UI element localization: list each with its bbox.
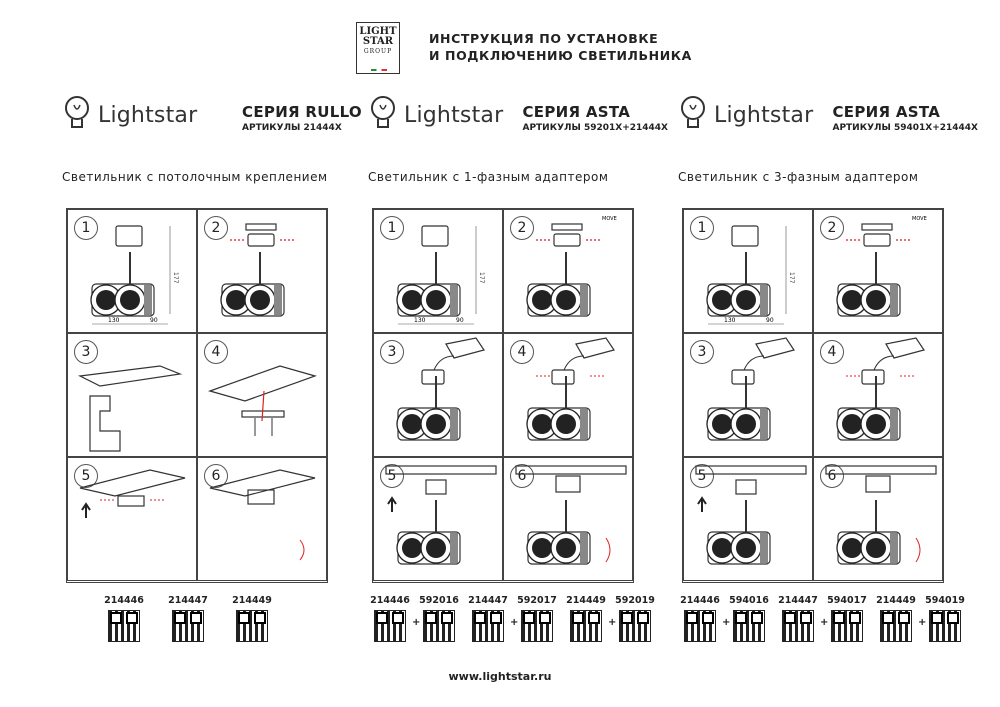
instruction-column [368, 95, 668, 655]
article-numbers: АРТИКУЛЫ 59401X+21444X [832, 123, 978, 133]
article-code: 214447 [778, 595, 818, 606]
fixture-illustration [816, 336, 942, 458]
step-panel [197, 333, 327, 457]
article-code: 214449 [566, 595, 606, 606]
step-panel [197, 457, 327, 581]
step-number: 1 [74, 216, 98, 240]
fixture-illustration [70, 212, 196, 334]
logo-line1: LIGHT [359, 26, 397, 37]
column-subtitle: Светильник с 1-фазным адаптером [368, 170, 609, 184]
qr-code-icon[interactable] [374, 610, 406, 642]
svg-text:90: 90 [456, 317, 464, 324]
plus-icon: + [820, 617, 829, 628]
step-panel [683, 457, 813, 581]
svg-text:MOVE: MOVE [602, 216, 617, 222]
steps-grid [66, 208, 328, 583]
series-name: СЕРИЯ RULLO [242, 103, 362, 121]
fixture-illustration [686, 460, 812, 582]
step-panel [503, 333, 633, 457]
series-info [832, 103, 978, 133]
brand-name: Lightstar [98, 103, 198, 128]
website-link[interactable]: www.lightstar.ru [448, 670, 552, 683]
step-number: 5 [690, 464, 714, 488]
lightbulb-icon [368, 95, 398, 131]
brand-name: Lightstar [714, 103, 814, 128]
product-qr-code[interactable] [678, 595, 722, 642]
step-panel [683, 333, 813, 457]
fixture-illustration [70, 336, 196, 458]
lightstar-group-logo [356, 22, 400, 74]
product-qr-code[interactable] [466, 595, 510, 642]
step-panel [813, 209, 943, 333]
lightbulb-icon [678, 95, 708, 131]
qr-code-icon[interactable] [684, 610, 716, 642]
svg-text:177: 177 [788, 272, 795, 284]
step-panel [683, 209, 813, 333]
svg-text:130: 130 [108, 317, 120, 324]
step-panel [67, 457, 197, 581]
step-panel [67, 333, 197, 457]
step-number: 1 [380, 216, 404, 240]
step-number: 3 [74, 340, 98, 364]
product-qr-code[interactable] [613, 595, 657, 642]
step-panel [197, 209, 327, 333]
lightbulb-icon [62, 95, 92, 131]
product-qr-code[interactable] [825, 595, 869, 642]
qr-code-icon[interactable] [782, 610, 814, 642]
series-name: СЕРИЯ ASTA [832, 103, 941, 121]
article-code: 214447 [468, 595, 508, 606]
plus-icon: + [918, 617, 927, 628]
qr-code-icon[interactable] [521, 610, 553, 642]
step-panel [813, 457, 943, 581]
step-number: 4 [510, 340, 534, 364]
svg-text:MOVE: MOVE [912, 216, 927, 222]
brand-name: Lightstar [404, 103, 504, 128]
qr-code-icon[interactable] [172, 610, 204, 642]
svg-text:177: 177 [478, 272, 485, 284]
article-code: 592016 [419, 595, 459, 606]
logo-line3: GROUP [363, 48, 393, 55]
svg-text:177: 177 [172, 272, 179, 284]
step-panel [503, 457, 633, 581]
step-panel [503, 209, 633, 333]
title-line2: И ПОДКЛЮЧЕНИЮ СВЕТИЛЬНИКА [429, 48, 692, 63]
plus-icon: + [722, 617, 731, 628]
product-qr-code[interactable] [417, 595, 461, 642]
svg-text:90: 90 [766, 317, 774, 324]
qr-code-icon[interactable] [929, 610, 961, 642]
step-number: 2 [510, 216, 534, 240]
steps-grid [372, 208, 634, 583]
article-numbers: АРТИКУЛЫ 21444X [242, 123, 342, 133]
article-code: 214449 [232, 595, 272, 606]
article-code: 594017 [827, 595, 867, 606]
qr-code-icon[interactable] [733, 610, 765, 642]
fixture-illustration [506, 336, 632, 458]
column-subtitle: Светильник с 3-фазным адаптером [678, 170, 919, 184]
column-subtitle: Светильник с потолочным креплением [62, 170, 328, 184]
article-code: 594016 [729, 595, 769, 606]
italian-flag-icon [371, 69, 387, 71]
svg-text:130: 130 [724, 317, 736, 324]
qr-code-icon[interactable] [472, 610, 504, 642]
series-info [522, 103, 668, 133]
step-number: 4 [820, 340, 844, 364]
fixture-illustration [686, 212, 812, 334]
svg-text:90: 90 [150, 317, 158, 324]
step-number: 6 [820, 464, 844, 488]
qr-code-icon[interactable] [880, 610, 912, 642]
fixture-illustration [816, 460, 942, 582]
logo-line2: STAR [362, 36, 394, 47]
fixture-illustration [816, 212, 942, 334]
product-qr-code[interactable] [874, 595, 918, 642]
step-number: 2 [204, 216, 228, 240]
article-code: 214446 [680, 595, 720, 606]
brand-logo [368, 95, 528, 135]
qr-code-icon[interactable] [423, 610, 455, 642]
article-code: 214447 [168, 595, 208, 606]
fixture-illustration [506, 212, 632, 334]
fixture-illustration [506, 460, 632, 582]
article-code: 594019 [925, 595, 965, 606]
product-qr-code[interactable] [230, 595, 274, 642]
article-code: 214449 [876, 595, 916, 606]
plus-icon: + [412, 617, 421, 628]
article-code: 592019 [615, 595, 655, 606]
steps-grid [682, 208, 944, 583]
article-numbers: АРТИКУЛЫ 59201X+21444X [522, 123, 668, 133]
step-number: 6 [510, 464, 534, 488]
article-code: 214446 [370, 595, 410, 606]
fixture-illustration [376, 212, 502, 334]
qr-code-icon[interactable] [236, 610, 268, 642]
step-number: 2 [820, 216, 844, 240]
plus-icon: + [510, 617, 519, 628]
fixture-illustration [200, 212, 326, 334]
product-qr-code[interactable] [102, 595, 146, 642]
step-number: 6 [204, 464, 228, 488]
product-qr-code[interactable] [727, 595, 771, 642]
brand-logo [678, 95, 838, 135]
brand-logo [62, 95, 222, 135]
svg-text:130: 130 [414, 317, 426, 324]
step-number: 3 [690, 340, 714, 364]
qr-code-icon[interactable] [570, 610, 602, 642]
step-number: 5 [380, 464, 404, 488]
article-code: 592017 [517, 595, 557, 606]
step-number: 4 [204, 340, 228, 364]
series-info [242, 103, 362, 133]
fixture-illustration [376, 336, 502, 458]
product-qr-code[interactable] [923, 595, 967, 642]
series-name: СЕРИЯ ASTA [522, 103, 631, 121]
fixture-illustration [70, 460, 196, 582]
title-line1: ИНСТРУКЦИЯ ПО УСТАНОВКЕ [429, 31, 659, 46]
qr-code-icon[interactable] [108, 610, 140, 642]
instruction-column [62, 95, 362, 655]
plus-icon: + [608, 617, 617, 628]
fixture-illustration [686, 336, 812, 458]
article-code: 214446 [104, 595, 144, 606]
product-qr-code[interactable] [166, 595, 210, 642]
document-title [429, 30, 692, 64]
fixture-illustration [376, 460, 502, 582]
step-number: 5 [74, 464, 98, 488]
step-panel [813, 333, 943, 457]
step-panel [67, 209, 197, 333]
product-qr-code[interactable] [515, 595, 559, 642]
step-number: 3 [380, 340, 404, 364]
step-number: 1 [690, 216, 714, 240]
instruction-column [678, 95, 978, 655]
step-panel [373, 457, 503, 581]
fixture-illustration [200, 460, 326, 582]
product-qr-code[interactable] [776, 595, 820, 642]
product-qr-code[interactable] [368, 595, 412, 642]
fixture-illustration [200, 336, 326, 458]
qr-code-icon[interactable] [619, 610, 651, 642]
product-qr-code[interactable] [564, 595, 608, 642]
step-panel [373, 209, 503, 333]
step-panel [373, 333, 503, 457]
qr-code-icon[interactable] [831, 610, 863, 642]
